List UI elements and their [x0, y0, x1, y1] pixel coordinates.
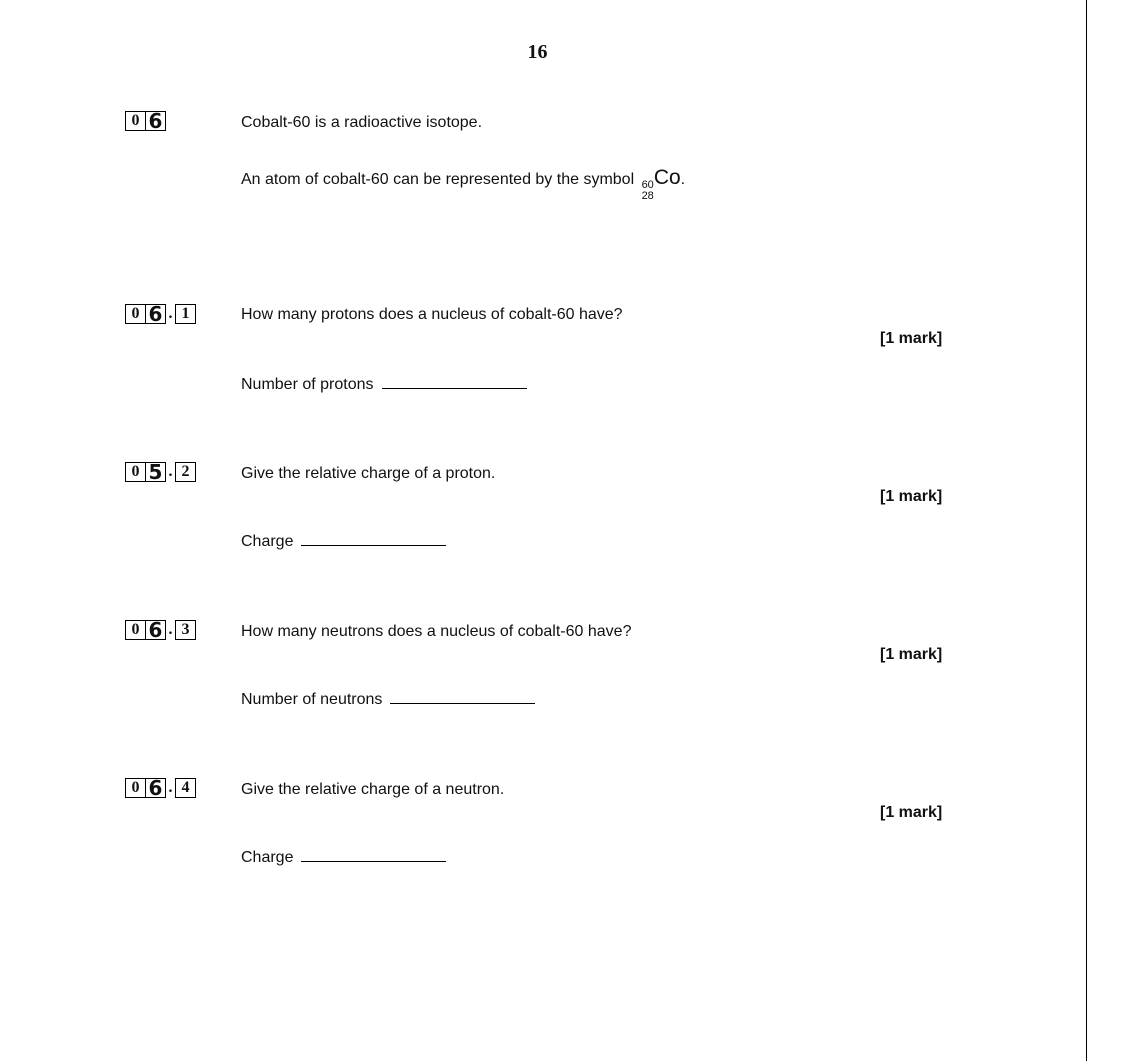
answer-line-neutron-charge[interactable] — [301, 847, 446, 862]
question-number-box-06-4 — [125, 778, 196, 798]
answer-label: Charge — [241, 533, 294, 550]
question-marks: [1 mark] — [880, 330, 943, 347]
question-digit-1: 0 — [125, 111, 146, 131]
answer-line-proton-charge[interactable] — [301, 531, 446, 546]
question-dot: . — [168, 621, 173, 638]
question-digit-2-handwritten: 6 — [146, 620, 166, 640]
question-part: 2 — [175, 462, 196, 482]
question-number-box-06-3 — [125, 620, 196, 640]
question-part: 4 — [175, 778, 196, 798]
question-dot: . — [168, 779, 173, 796]
answer-row — [241, 847, 446, 867]
question-dot: . — [168, 463, 173, 480]
nuclide-mass-number: 60 — [641, 179, 654, 191]
question-digit-2-handwritten: 5 — [146, 462, 166, 482]
nuclide-atomic-number: 28 — [641, 190, 654, 202]
intro-line-1: Cobalt-60 is a radioactive isotope. — [241, 114, 483, 131]
question-dot: . — [168, 305, 173, 322]
intro-line-2 — [241, 166, 685, 202]
nuclide-element: Co — [653, 166, 681, 189]
answer-line-protons[interactable] — [382, 374, 527, 389]
answer-label: Charge — [241, 849, 294, 866]
page-right-border — [1086, 0, 1087, 1061]
question-number-box-06-2 — [125, 462, 196, 482]
question-marks: [1 mark] — [880, 488, 943, 505]
page-number: 16 — [527, 41, 548, 63]
answer-row — [241, 374, 527, 394]
question-digit-1: 0 — [125, 778, 146, 798]
question-digit-1: 0 — [125, 304, 146, 324]
question-number-box-06 — [125, 111, 166, 131]
answer-label: Number of neutrons — [241, 691, 383, 708]
question-marks: [1 mark] — [880, 646, 943, 663]
intro-line-2-text: An atom of cobalt-60 can be represented by the symbol — [241, 171, 639, 188]
question-part: 3 — [175, 620, 196, 640]
answer-line-neutrons[interactable] — [390, 689, 535, 704]
question-digit-2-handwritten: 6 — [146, 304, 166, 324]
question-prompt: How many protons does a nucleus of cobalt-60 have? — [241, 306, 623, 323]
question-digit-2-handwritten: 6 — [146, 778, 166, 798]
question-digit-1: 0 — [125, 620, 146, 640]
answer-row — [241, 531, 446, 551]
question-prompt: Give the relative charge of a neutron. — [241, 781, 505, 798]
nuclide-suffix: . — [680, 171, 686, 188]
nuclide-symbol — [639, 166, 686, 202]
question-part: 1 — [175, 304, 196, 324]
question-prompt: How many neutrons does a nucleus of cobalt-60 have? — [241, 623, 632, 640]
question-digit-1: 0 — [125, 462, 146, 482]
answer-label: Number of protons — [241, 376, 374, 393]
question-prompt: Give the relative charge of a proton. — [241, 465, 496, 482]
answer-row — [241, 689, 535, 709]
question-number-box-06-1 — [125, 304, 196, 324]
question-digit-2-handwritten: 6 — [146, 111, 166, 131]
question-marks: [1 mark] — [880, 804, 943, 821]
